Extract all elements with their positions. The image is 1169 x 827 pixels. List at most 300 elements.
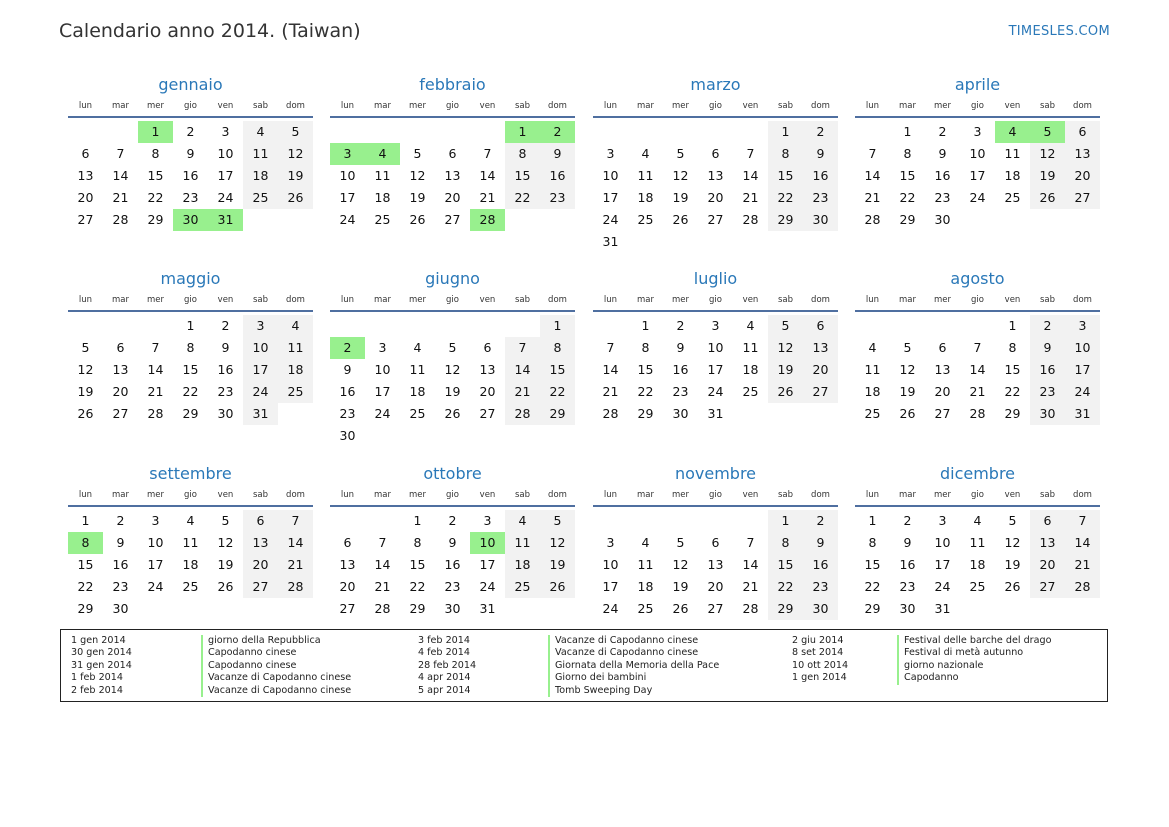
week-row (68, 403, 313, 425)
week-row (68, 576, 313, 598)
week-row (593, 510, 838, 532)
day-cell: 24 (707, 384, 724, 399)
empty-cell (803, 403, 838, 425)
empty-cell (435, 425, 470, 447)
day-cell: 1 (641, 318, 650, 333)
empty-cell (698, 510, 733, 532)
legend-dates-col-3 (792, 635, 848, 685)
day-cell: 25 (505, 576, 540, 598)
legend-holiday-name: Capodanno cinese (201, 647, 351, 659)
day-cell: 4 (973, 513, 982, 528)
weekday-label: mer (408, 490, 426, 500)
day-cell: 25 (278, 381, 313, 403)
day-cell: 14 (147, 362, 164, 377)
day-cell: 24 (243, 381, 278, 403)
day-cell: 5 (448, 340, 457, 355)
day-cell: 9 (676, 340, 685, 355)
day-cell: 23 (444, 579, 461, 594)
week-row (855, 337, 1100, 359)
day-cell: 31 (934, 601, 951, 616)
day-cell: 19 (1004, 557, 1021, 572)
weekday-label: mer (146, 490, 164, 500)
month-maggio (68, 268, 313, 425)
day-cell: 27 (243, 576, 278, 598)
day-cell: 16 (339, 384, 356, 399)
day-cell: 8 (768, 143, 803, 165)
weekday-label: gio (184, 490, 197, 500)
empty-cell (1030, 598, 1065, 620)
day-cell: 11 (374, 168, 391, 183)
day-cell: 3 (243, 315, 278, 337)
week-row (855, 315, 1100, 337)
legend-date: 1 gen 2014 (792, 672, 847, 684)
weekday-header (855, 97, 1100, 118)
weekday-label: dom (1073, 101, 1092, 111)
day-cell: 28 (147, 406, 164, 421)
day-cell: 8 (186, 340, 195, 355)
day-cell: 19 (444, 384, 461, 399)
weekday-header (593, 486, 838, 507)
day-cell: 3 (938, 513, 947, 528)
day-cell: 8 (768, 532, 803, 554)
day-cell: 20 (77, 190, 94, 205)
week-row (330, 315, 575, 337)
day-cell: 20 (444, 190, 461, 205)
day-cell: 11 (182, 535, 199, 550)
empty-cell (400, 315, 435, 337)
day-cell: 25 (374, 212, 391, 227)
day-cell: 5 (278, 121, 313, 143)
day-cell: 12 (1004, 535, 1021, 550)
empty-cell (243, 209, 278, 231)
day-cell: 21 (479, 190, 496, 205)
day-cell: 1 (413, 513, 422, 528)
day-cell: 17 (934, 557, 951, 572)
day-cell: 12 (899, 362, 916, 377)
day-cell: 9 (343, 362, 352, 377)
day-cell: 12 (77, 362, 94, 377)
day-cell: 23 (339, 406, 356, 421)
day-cell: 2 (116, 513, 125, 528)
weekday-label: ven (217, 295, 234, 305)
month-name: novembre (674, 464, 757, 483)
weekday-label: ven (1004, 295, 1021, 305)
empty-cell (365, 510, 400, 532)
month-aprile (855, 74, 1100, 231)
weekday-label: gio (446, 490, 459, 500)
day-cell: 27 (707, 212, 724, 227)
empty-cell (138, 598, 173, 620)
day-cell: 10 (374, 362, 391, 377)
empty-cell (698, 121, 733, 143)
day-cell: 20 (1030, 554, 1065, 576)
day-cell: 6 (711, 146, 720, 161)
day-cell: 25 (969, 579, 986, 594)
day-cell: 24 (374, 406, 391, 421)
weekday-label: dom (1073, 295, 1092, 305)
week-row (593, 315, 838, 337)
day-cell: 13 (444, 168, 461, 183)
day-cell: 20 (112, 384, 129, 399)
day-cell: 5 (221, 513, 230, 528)
day-cell: 30 (173, 209, 208, 231)
day-cell: 7 (378, 535, 387, 550)
empty-cell (173, 598, 208, 620)
day-cell: 27 (339, 601, 356, 616)
day-cell: 4 (746, 318, 755, 333)
weekday-label: mar (637, 295, 654, 305)
empty-cell (1065, 598, 1100, 620)
day-cell: 25 (637, 601, 654, 616)
day-cell: 1 (186, 318, 195, 333)
brand-link[interactable]: TIMESLES.COM (1008, 24, 1110, 39)
week-row (855, 381, 1100, 403)
empty-cell (435, 121, 470, 143)
day-cell: 12 (444, 362, 461, 377)
day-cell: 2 (903, 513, 912, 528)
day-cell: 28 (742, 601, 759, 616)
empty-cell (540, 425, 575, 447)
day-cell: 11 (409, 362, 426, 377)
day-cell: 10 (602, 557, 619, 572)
day-cell: 16 (217, 362, 234, 377)
empty-cell (470, 425, 505, 447)
day-cell: 15 (1004, 362, 1021, 377)
day-cell: 2 (676, 318, 685, 333)
day-cell: 16 (444, 557, 461, 572)
legend-date: 2 feb 2014 (71, 684, 123, 696)
day-cell: 30 (934, 212, 951, 227)
weekday-label: gio (709, 295, 722, 305)
day-cell: 14 (742, 168, 759, 183)
month-name: agosto (950, 269, 1005, 288)
day-cell: 31 (243, 403, 278, 425)
day-cell: 3 (973, 124, 982, 139)
day-cell: 20 (803, 359, 838, 381)
month-gennaio (68, 74, 313, 231)
day-cell: 26 (899, 406, 916, 421)
legend-holiday-name: Vacanze di Capodanno cinese (201, 685, 351, 697)
legend-holiday-name: Capodanno (897, 672, 1051, 684)
day-cell: 3 (221, 124, 230, 139)
day-cell: 22 (505, 187, 540, 209)
weekday-label: sab (1039, 101, 1056, 111)
day-cell: 10 (147, 535, 164, 550)
day-cell: 10 (602, 168, 619, 183)
day-cell: 29 (768, 598, 803, 620)
day-cell: 13 (803, 337, 838, 359)
day-cell: 26 (672, 601, 689, 616)
day-cell: 6 (483, 340, 492, 355)
day-cell: 19 (672, 190, 689, 205)
day-cell: 30 (803, 209, 838, 231)
day-cell: 7 (1065, 510, 1100, 532)
legend-date: 2 giu 2014 (792, 635, 844, 646)
day-cell: 25 (1004, 190, 1021, 205)
day-cell: 18 (742, 362, 759, 377)
day-cell: 21 (602, 384, 619, 399)
day-cell: 29 (409, 601, 426, 616)
day-cell: 8 (868, 535, 877, 550)
empty-cell (628, 121, 663, 143)
empty-cell (593, 510, 628, 532)
day-cell: 13 (112, 362, 129, 377)
day-cell: 4 (413, 340, 422, 355)
empty-cell (138, 315, 173, 337)
weekday-label: lun (78, 490, 93, 500)
empty-cell (278, 598, 313, 620)
month-febbraio (330, 74, 575, 231)
weekday-label: sab (777, 101, 794, 111)
day-cell: 12 (217, 535, 234, 550)
day-cell: 8 (413, 535, 422, 550)
week-row (855, 403, 1100, 425)
empty-cell (365, 121, 400, 143)
day-cell: 16 (672, 362, 689, 377)
day-cell: 8 (1008, 340, 1017, 355)
day-cell: 2 (221, 318, 230, 333)
empty-cell (365, 315, 400, 337)
day-cell: 31 (707, 406, 724, 421)
weekday-label: sab (252, 295, 269, 305)
day-cell: 7 (505, 337, 540, 359)
weekday-label: ven (742, 490, 759, 500)
day-cell: 3 (378, 340, 387, 355)
day-cell: 6 (81, 146, 90, 161)
day-cell: 8 (505, 143, 540, 165)
legend-date: 30 gen 2014 (71, 647, 132, 659)
day-cell: 26 (444, 406, 461, 421)
day-cell: 10 (1065, 337, 1100, 359)
day-cell: 23 (1030, 381, 1065, 403)
week-row (330, 510, 575, 532)
day-cell: 22 (147, 190, 164, 205)
day-cell: 14 (742, 557, 759, 572)
day-cell: 19 (77, 384, 94, 399)
day-cell: 10 (339, 168, 356, 183)
day-cell: 25 (243, 187, 278, 209)
day-cell: 4 (641, 146, 650, 161)
day-cell: 16 (803, 554, 838, 576)
day-cell: 21 (112, 190, 129, 205)
day-cell: 28 (864, 212, 881, 227)
weekday-label: lun (865, 490, 880, 500)
week-row (330, 143, 575, 165)
day-cell: 10 (217, 146, 234, 161)
day-cell: 29 (540, 403, 575, 425)
day-cell: 2 (1030, 315, 1065, 337)
week-row (330, 425, 575, 447)
legend-names-col-2 (548, 635, 719, 697)
day-cell: 28 (374, 601, 391, 616)
empty-cell (855, 315, 890, 337)
empty-cell (540, 209, 575, 231)
day-cell: 19 (217, 557, 234, 572)
weekday-label: gio (709, 101, 722, 111)
weekday-label: dom (1073, 490, 1092, 500)
day-cell: 4 (995, 121, 1030, 143)
day-cell: 9 (221, 340, 230, 355)
legend-date: 1 gen 2014 (71, 635, 126, 646)
day-cell: 16 (899, 557, 916, 572)
weekday-label: gio (971, 101, 984, 111)
day-cell: 8 (151, 146, 160, 161)
empty-cell (733, 231, 768, 253)
day-cell: 10 (470, 532, 505, 554)
day-cell: 7 (606, 340, 615, 355)
day-cell: 22 (637, 384, 654, 399)
weekday-label: sab (514, 490, 531, 500)
legend-holiday-name: Capodanno cinese (201, 660, 351, 672)
week-row (855, 598, 1100, 620)
day-cell: 12 (1030, 143, 1065, 165)
empty-cell (925, 315, 960, 337)
day-cell: 25 (742, 384, 759, 399)
weekday-label: mer (146, 295, 164, 305)
day-cell: 8 (903, 146, 912, 161)
weekday-label: mar (637, 101, 654, 111)
weekday-label: ven (742, 295, 759, 305)
weekday-label: gio (971, 295, 984, 305)
week-row (68, 165, 313, 187)
day-cell: 5 (1030, 121, 1065, 143)
weekday-label: dom (286, 101, 305, 111)
weekday-label: ven (479, 295, 496, 305)
day-cell: 7 (151, 340, 160, 355)
week-row (68, 510, 313, 532)
day-cell: 2 (186, 124, 195, 139)
legend-date: 3 feb 2014 (418, 635, 470, 646)
day-cell: 14 (602, 362, 619, 377)
empty-cell (628, 231, 663, 253)
week-row (68, 209, 313, 231)
week-row (68, 598, 313, 620)
day-cell: 4 (641, 535, 650, 550)
day-cell: 17 (602, 190, 619, 205)
empty-cell (400, 425, 435, 447)
day-cell: 19 (278, 165, 313, 187)
empty-cell (68, 121, 103, 143)
day-cell: 25 (409, 406, 426, 421)
week-row (593, 231, 838, 253)
day-cell: 11 (637, 168, 654, 183)
weekday-label: sab (514, 101, 531, 111)
day-cell: 3 (711, 318, 720, 333)
legend-holiday-name: giorno nazionale (897, 660, 1051, 672)
empty-cell (593, 121, 628, 143)
day-cell: 28 (505, 403, 540, 425)
day-cell: 26 (1030, 187, 1065, 209)
legend-date: 1 feb 2014 (71, 672, 123, 684)
day-cell: 2 (448, 513, 457, 528)
weekday-label: lun (603, 295, 618, 305)
weekday-label: dom (286, 295, 305, 305)
weekday-label: sab (1039, 490, 1056, 500)
day-cell: 9 (540, 143, 575, 165)
day-cell: 21 (1065, 554, 1100, 576)
day-cell: 18 (243, 165, 278, 187)
day-cell: 1 (1008, 318, 1017, 333)
weekday-header (593, 291, 838, 312)
day-cell: 19 (409, 190, 426, 205)
empty-cell (68, 315, 103, 337)
day-cell: 25 (637, 212, 654, 227)
day-cell: 18 (374, 190, 391, 205)
day-cell: 17 (602, 579, 619, 594)
day-cell: 17 (339, 190, 356, 205)
day-cell: 30 (899, 601, 916, 616)
legend-holiday-name: Vacanze di Capodanno cinese (201, 672, 351, 684)
day-cell: 3 (606, 146, 615, 161)
legend-date: 5 apr 2014 (418, 684, 471, 696)
day-cell: 18 (1004, 168, 1021, 183)
day-cell: 20 (339, 579, 356, 594)
week-row (68, 187, 313, 209)
empty-cell (995, 209, 1030, 231)
week-row (855, 554, 1100, 576)
day-cell: 1 (138, 121, 173, 143)
day-cell: 12 (409, 168, 426, 183)
day-cell: 11 (505, 532, 540, 554)
day-cell: 10 (707, 340, 724, 355)
month-name: aprile (954, 75, 1001, 94)
week-row (593, 359, 838, 381)
month-marzo (593, 74, 838, 253)
legend-holiday-name: Vacanze di Capodanno cinese (548, 647, 719, 659)
day-cell: 7 (746, 535, 755, 550)
day-cell: 21 (742, 190, 759, 205)
day-cell: 15 (182, 362, 199, 377)
day-cell: 13 (1065, 143, 1100, 165)
week-row (68, 315, 313, 337)
legend-holiday-name: Giornata della Memoria della Pace (548, 660, 719, 672)
empty-cell (960, 598, 995, 620)
weekday-label: mar (899, 490, 916, 500)
week-row (593, 143, 838, 165)
month-name: ottobre (423, 464, 482, 483)
day-cell: 21 (969, 384, 986, 399)
week-row (593, 598, 838, 620)
empty-cell (768, 403, 803, 425)
empty-cell (890, 315, 925, 337)
day-cell: 7 (746, 146, 755, 161)
empty-cell (698, 231, 733, 253)
week-row (593, 554, 838, 576)
month-name: dicembre (939, 464, 1016, 483)
day-cell: 1 (81, 513, 90, 528)
empty-cell (995, 598, 1030, 620)
day-cell: 5 (81, 340, 90, 355)
weekday-label: lun (865, 295, 880, 305)
day-cell: 29 (77, 601, 94, 616)
legend-dates-col-1 (71, 635, 132, 697)
day-cell: 20 (1065, 165, 1100, 187)
day-cell: 28 (278, 576, 313, 598)
week-row (855, 576, 1100, 598)
week-row (330, 165, 575, 187)
month-name: febbraio (419, 75, 486, 94)
day-cell: 26 (672, 212, 689, 227)
day-cell: 18 (505, 554, 540, 576)
day-cell: 12 (672, 168, 689, 183)
day-cell: 15 (147, 168, 164, 183)
day-cell: 17 (217, 168, 234, 183)
day-cell: 27 (479, 406, 496, 421)
day-cell: 29 (864, 601, 881, 616)
day-cell: 15 (899, 168, 916, 183)
empty-cell (540, 598, 575, 620)
day-cell: 13 (339, 557, 356, 572)
